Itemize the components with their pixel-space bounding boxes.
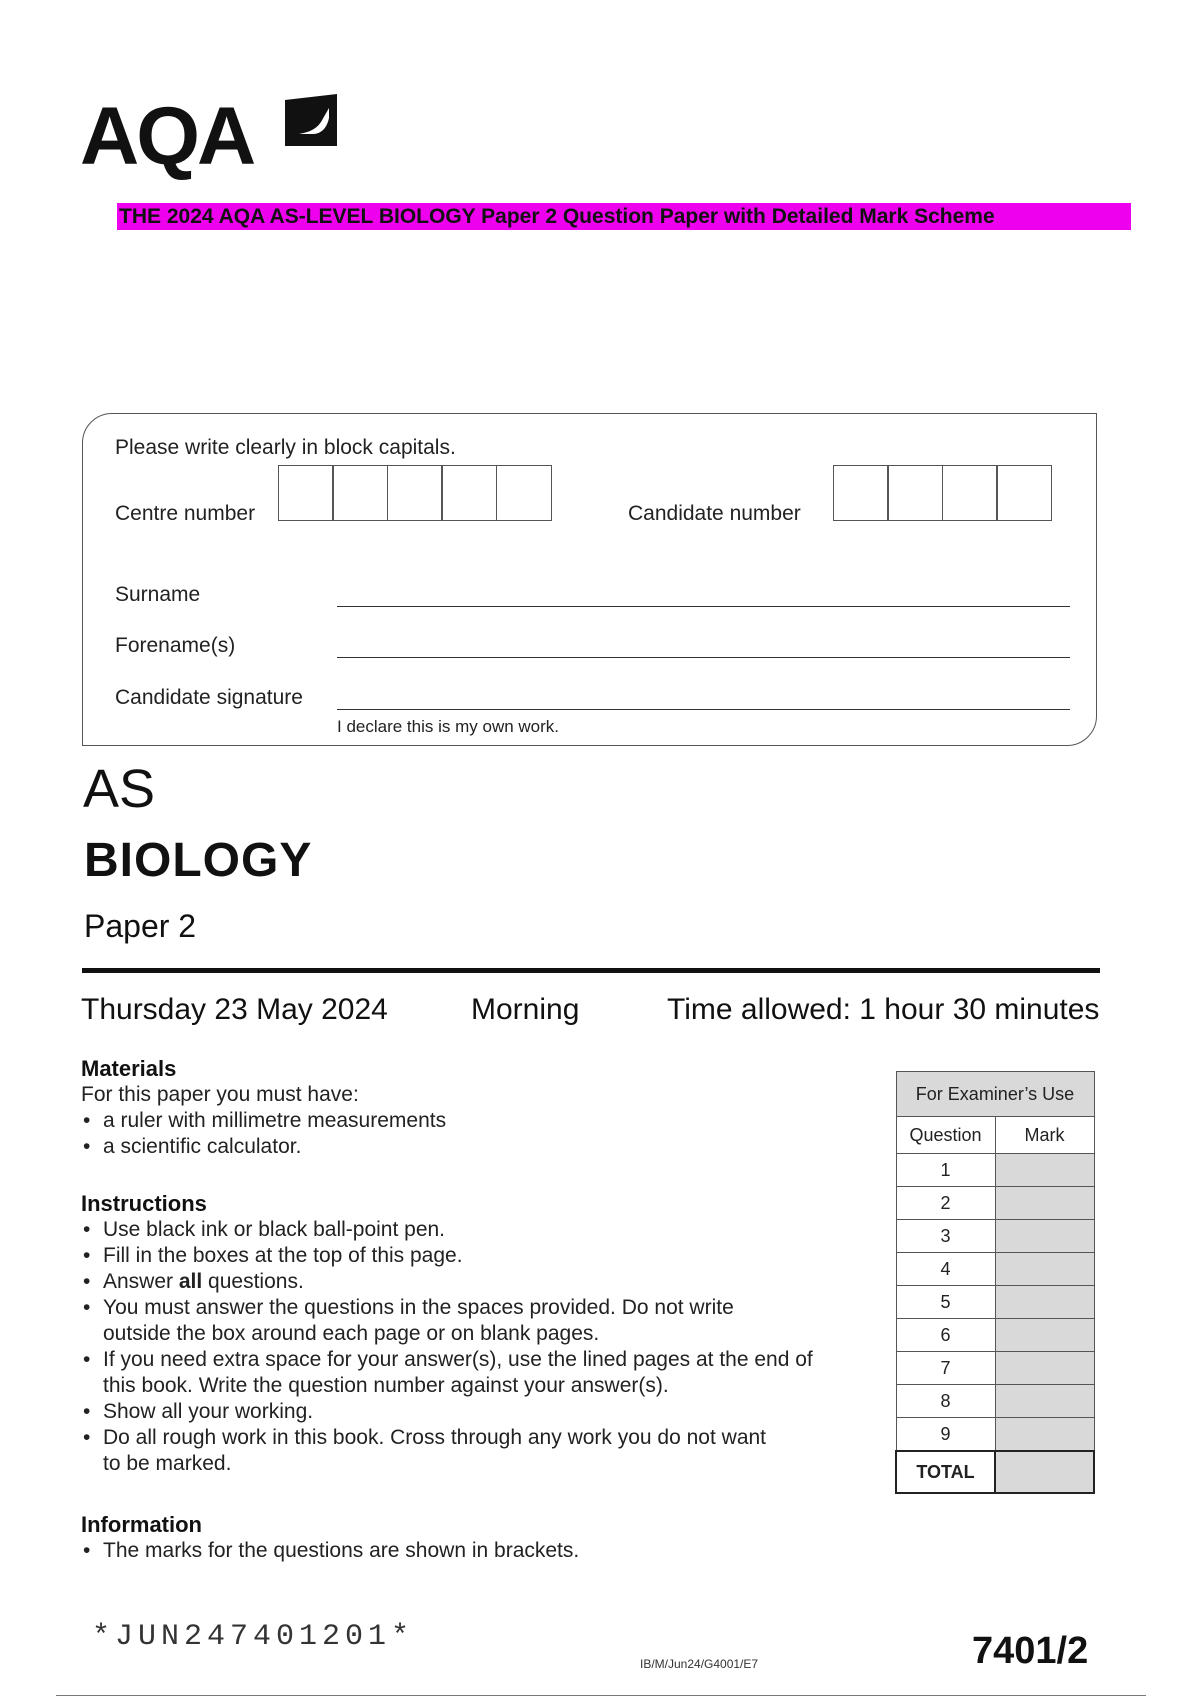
mark-cell — [995, 1319, 1094, 1352]
list-item: • a ruler with millimetre measurements — [81, 1108, 881, 1134]
mark-column-header: Mark — [995, 1117, 1094, 1154]
forenames-label: Forename(s) — [115, 634, 236, 657]
declaration-text: I declare this is my own work. — [337, 717, 560, 736]
mark-cell — [995, 1418, 1094, 1452]
mark-cell — [995, 1220, 1094, 1253]
barcode-text: *JUN247401201* — [92, 1620, 415, 1654]
table-row — [896, 1352, 1094, 1385]
materials-heading: Materials — [81, 1056, 177, 1081]
digit-box[interactable] — [996, 465, 1052, 521]
list-item-line: outside the box around each page or on blank pages. — [103, 1322, 600, 1345]
mark-cell — [995, 1154, 1094, 1187]
digit-box[interactable] — [332, 465, 388, 521]
total-row — [896, 1451, 1094, 1493]
exam-date: Thursday 23 May 2024 — [81, 993, 388, 1026]
signature-field[interactable] — [337, 709, 1070, 710]
time-allowed: Time allowed: 1 hour 30 minutes — [667, 993, 1100, 1026]
question-number: 2 — [896, 1187, 995, 1220]
question-number: 9 — [896, 1418, 995, 1452]
table-row — [896, 1319, 1094, 1352]
subject-title: BIOLOGY — [84, 834, 313, 887]
exam-session: Morning — [471, 993, 580, 1026]
list-item: • Show all your working. — [81, 1399, 881, 1425]
mark-cell — [995, 1385, 1094, 1418]
table-row — [896, 1385, 1094, 1418]
question-number: 4 — [896, 1253, 995, 1286]
total-mark-cell — [995, 1451, 1094, 1493]
list-item-text: Answer — [103, 1270, 179, 1293]
mark-cell — [995, 1352, 1094, 1385]
table-row — [896, 1253, 1094, 1286]
question-number: 6 — [896, 1319, 995, 1352]
table-row — [896, 1220, 1094, 1253]
candidate-number-label: Candidate number — [628, 502, 801, 525]
list-item-line: Do all rough work in this book. Cross through any work you do not want — [103, 1426, 767, 1449]
bottom-divider — [56, 1695, 1146, 1696]
centre-number-label: Centre number — [115, 502, 256, 525]
examiners-use-title: For Examiner’s Use — [896, 1072, 1094, 1117]
forenames-field[interactable] — [337, 657, 1070, 658]
digit-box[interactable] — [942, 465, 998, 521]
block-capitals-instruction: Please write clearly in block capitals. — [115, 436, 456, 459]
list-item: • Use black ink or black ball-point pen. — [81, 1217, 881, 1243]
list-item-line: If you need extra space for your answer(s), use the lined pages at the end of — [103, 1348, 813, 1371]
list-item-text: questions. — [202, 1270, 304, 1293]
information-section — [81, 1512, 881, 1564]
list-item: • a scientific calculator. — [81, 1134, 881, 1160]
digit-box[interactable] — [441, 465, 497, 521]
list-item — [81, 1295, 881, 1347]
title-banner: THE 2024 AQA AS-LEVEL BIOLOGY Paper 2 Question Paper with Detailed Mark Scheme — [117, 203, 1131, 230]
question-number: 3 — [896, 1220, 995, 1253]
total-label: TOTAL — [896, 1451, 995, 1493]
signature-label: Candidate signature — [115, 686, 303, 709]
list-item-emphasis: all — [178, 1270, 203, 1293]
digit-box[interactable] — [387, 465, 443, 521]
aqa-logo-text: AQA — [80, 91, 254, 182]
list-item — [81, 1269, 881, 1295]
materials-intro: For this paper you must have: — [81, 1083, 359, 1106]
digit-box[interactable] — [833, 465, 889, 521]
mark-cell — [995, 1187, 1094, 1220]
list-item-line: to be marked. — [103, 1452, 232, 1475]
digit-box[interactable] — [496, 465, 552, 521]
table-row — [896, 1286, 1094, 1319]
paper-title: Paper 2 — [84, 908, 197, 944]
candidate-number-input[interactable] — [834, 465, 1052, 521]
information-heading: Information — [81, 1512, 202, 1537]
question-number: 1 — [896, 1154, 995, 1187]
question-number: 7 — [896, 1352, 995, 1385]
list-item — [81, 1347, 881, 1399]
examiners-use-table — [895, 1071, 1095, 1494]
level-title: AS — [83, 759, 156, 819]
list-item: • The marks for the questions are shown in brackets. — [81, 1538, 881, 1564]
mark-cell — [995, 1253, 1094, 1286]
instructions-heading: Instructions — [81, 1191, 207, 1216]
paper-code: 7401/2 — [972, 1630, 1089, 1672]
mark-cell — [995, 1286, 1094, 1319]
document-reference: IB/M/Jun24/G4001/E7 — [640, 1657, 759, 1671]
surname-field[interactable] — [337, 606, 1070, 607]
table-row — [896, 1154, 1094, 1187]
list-item-line: You must answer the questions in the spaces provided. Do not write — [103, 1296, 734, 1319]
question-column-header: Question — [896, 1117, 995, 1154]
centre-number-input[interactable] — [279, 465, 552, 521]
list-item — [81, 1425, 881, 1477]
list-item-line: this book. Write the question number against your answer(s). — [103, 1374, 669, 1397]
title-divider — [82, 968, 1100, 973]
instructions-section — [81, 1191, 881, 1477]
digit-box[interactable] — [887, 465, 943, 521]
surname-label: Surname — [115, 583, 201, 606]
list-item: • Fill in the boxes at the top of this page. — [81, 1243, 881, 1269]
digit-box[interactable] — [278, 465, 334, 521]
table-row — [896, 1187, 1094, 1220]
table-row — [896, 1418, 1094, 1452]
question-number: 8 — [896, 1385, 995, 1418]
materials-section — [81, 1056, 881, 1160]
aqa-flag-icon — [283, 92, 339, 148]
question-number: 5 — [896, 1286, 995, 1319]
